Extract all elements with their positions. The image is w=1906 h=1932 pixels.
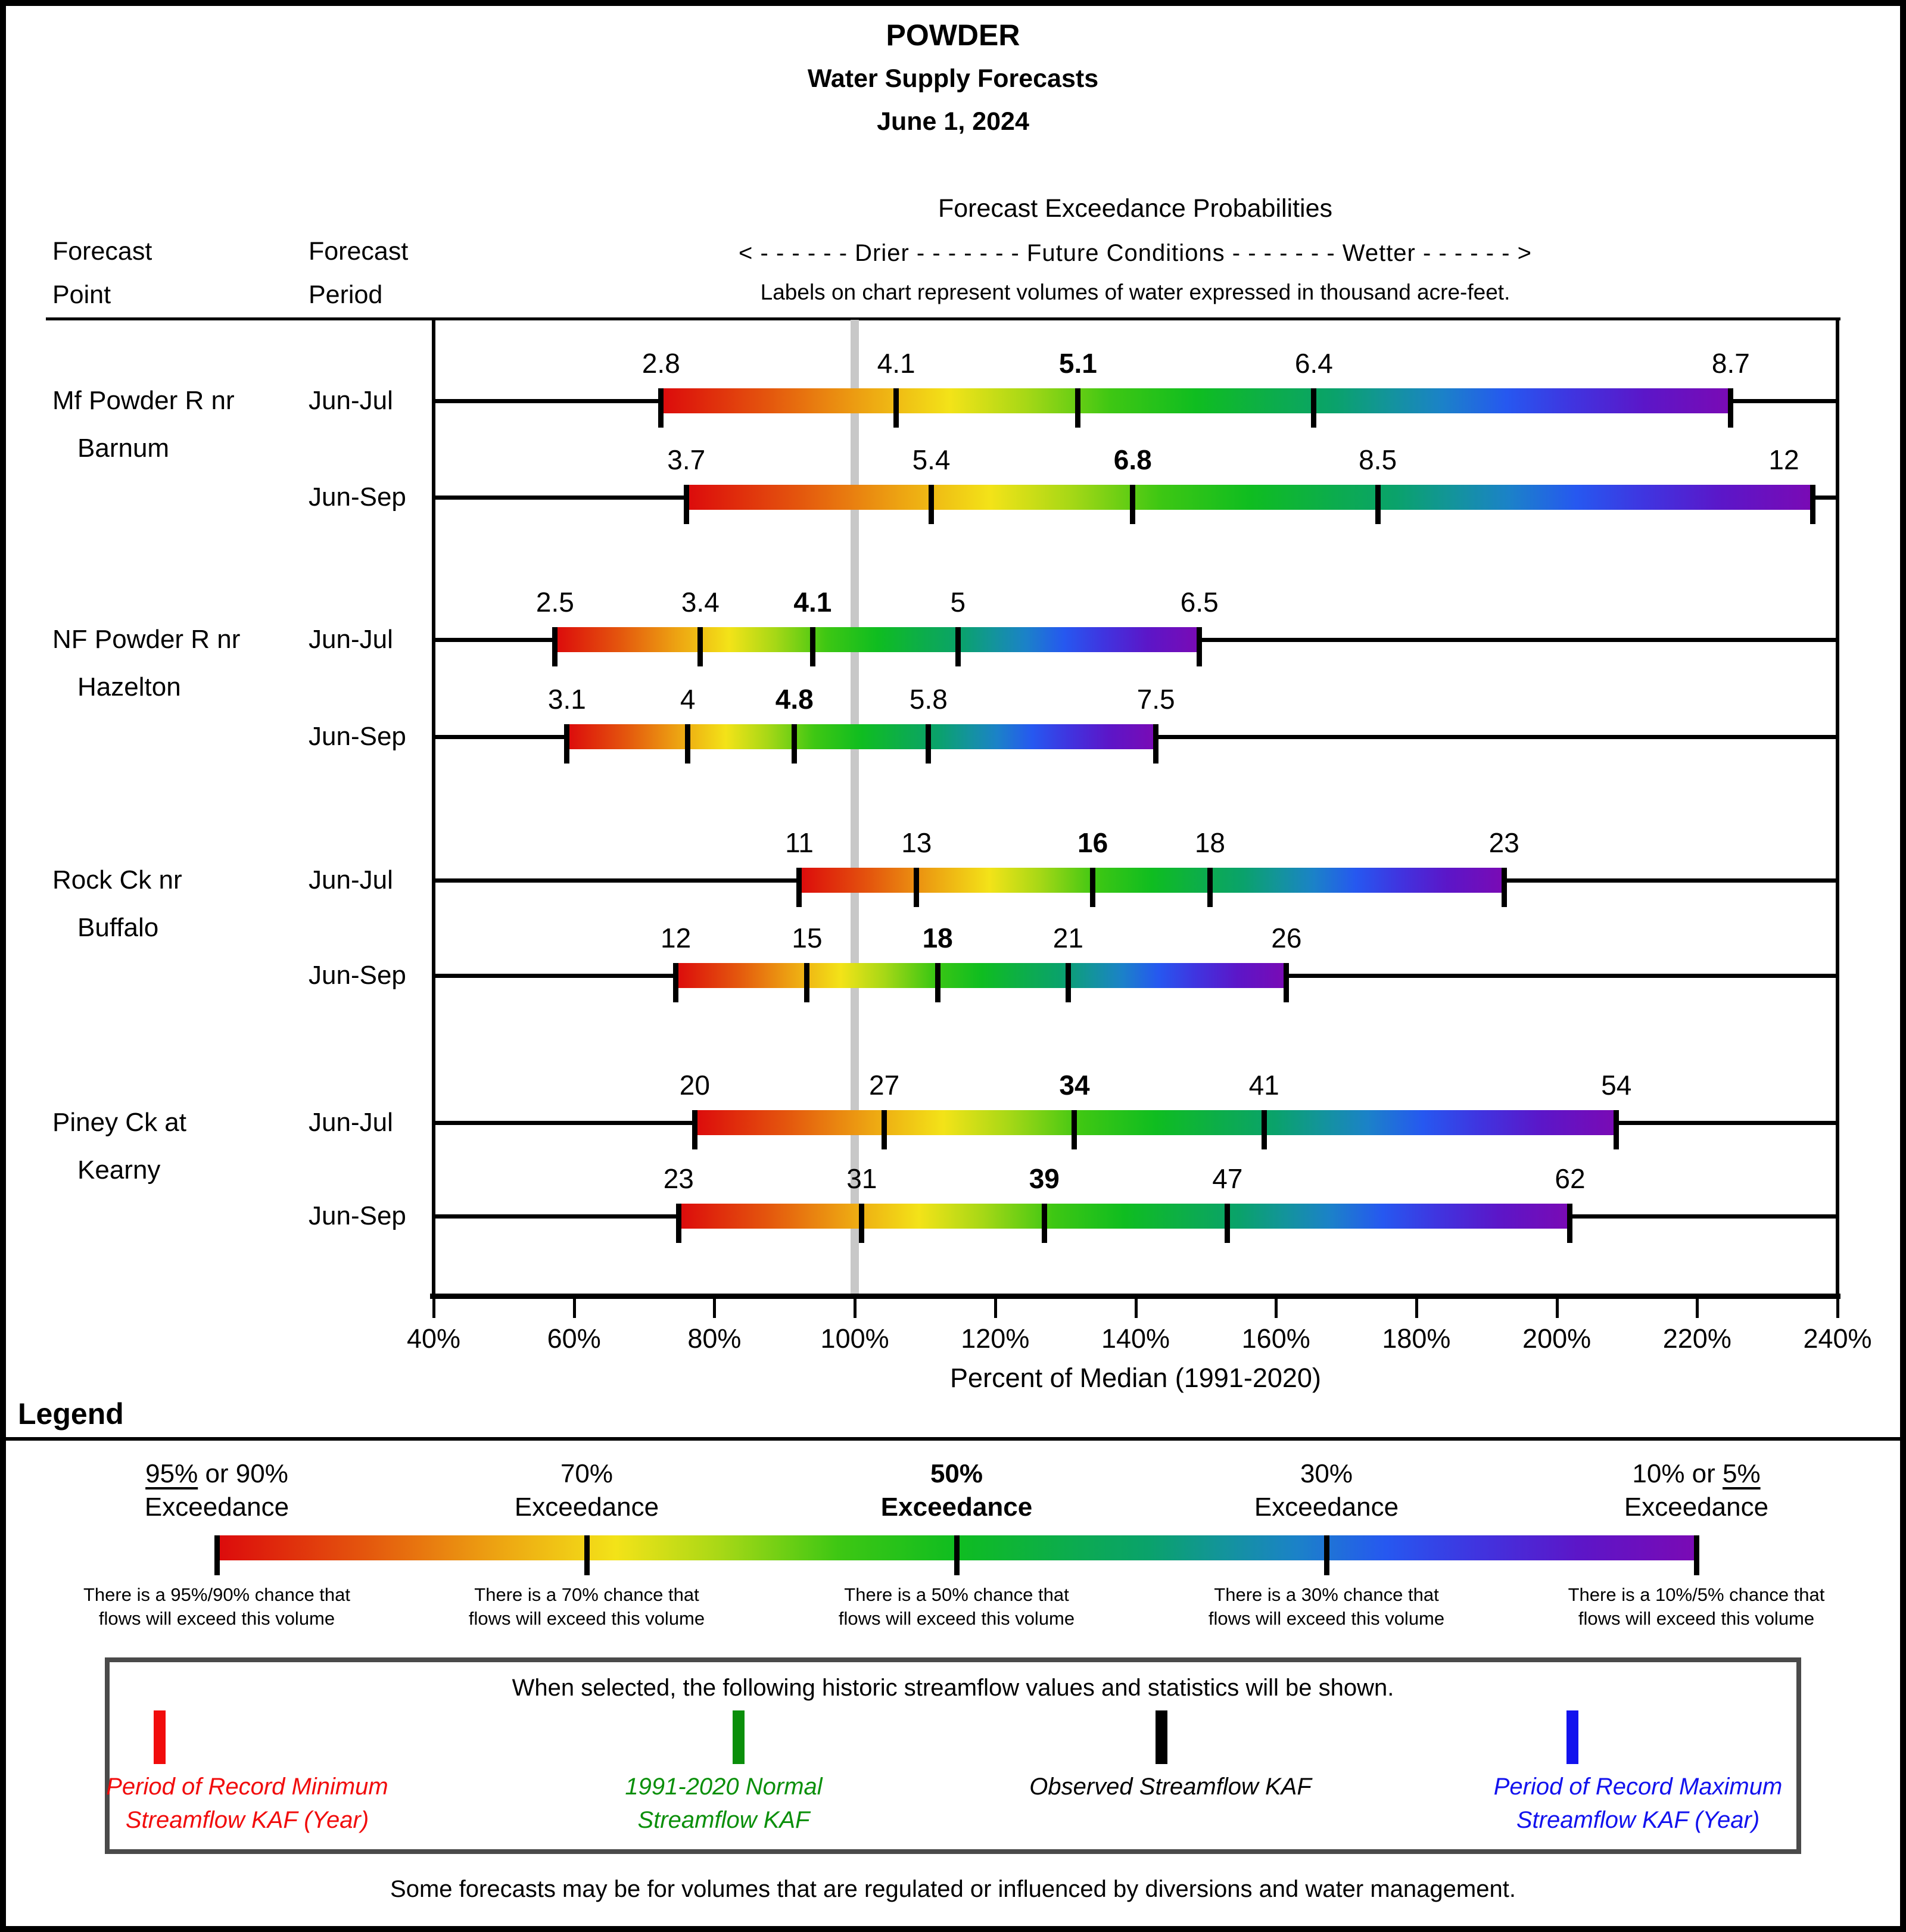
exceedance-tick (1375, 485, 1381, 524)
forecast-value-label: 23 (1488, 827, 1519, 858)
forecast-value-label: 11 (785, 827, 814, 858)
x-axis-tick (854, 1299, 857, 1318)
whisker-left (434, 638, 555, 642)
basin-title: POWDER (886, 18, 1020, 52)
forecast-period-label: Jun-Sep (309, 722, 406, 751)
station-name-line1: Piney Ck at (52, 1108, 186, 1137)
legend-description-line2: flows will exceed this volume (1208, 1608, 1445, 1629)
exceedance-gradient-bar (555, 627, 1200, 652)
exceedance-tick (692, 1110, 697, 1149)
forecast-value-label: 6.8 (1113, 444, 1152, 475)
exceedance-tick (684, 485, 689, 524)
forecast-value-label: 3.1 (547, 684, 586, 715)
legend-description-line1: There is a 30% chance that (1214, 1584, 1439, 1605)
forecast-value-label: 8.7 (1711, 348, 1750, 379)
forecast-value-label: 3.4 (681, 587, 720, 618)
exceedance-tick (1090, 868, 1095, 907)
exceedance-gradient-bar (567, 724, 1156, 749)
forecast-value-label: 4.8 (775, 684, 814, 715)
legend-description-line2: flows will exceed this volume (838, 1608, 1075, 1629)
exceedance-tick (792, 724, 797, 764)
x-axis-tick (713, 1299, 716, 1318)
historic-stat-label-line2: Streamflow KAF (Year) (125, 1807, 369, 1833)
exceedance-tick (935, 963, 940, 1002)
underlined-percent: 5% (1723, 1459, 1761, 1488)
station-name-line1: NF Powder R nr (52, 625, 241, 654)
x-axis-tick (1275, 1299, 1278, 1318)
x-axis-tick-label: 100% (820, 1323, 889, 1354)
whisker-right (1287, 974, 1838, 978)
whisker-left (434, 974, 676, 978)
forecast-value-label: 16 (1077, 827, 1108, 858)
x-axis-line (430, 1294, 1840, 1299)
exceedance-gradient-bar (694, 1110, 1616, 1135)
historic-stat-label-line1: Observed Streamflow KAF (1029, 1774, 1312, 1800)
forecast-value-label: 54 (1601, 1070, 1632, 1101)
forecast-value-label: 3.7 (667, 444, 706, 475)
forecast-value-label: 5 (950, 587, 966, 618)
whisker-left (434, 496, 686, 500)
forecast-value-label: 5.8 (909, 684, 948, 715)
exceedance-gradient-bar (678, 1204, 1570, 1229)
exceedance-tick (926, 724, 931, 764)
exceedance-gradient-bar (661, 388, 1731, 413)
exceedance-tick (685, 724, 690, 764)
forecast-value-label: 20 (679, 1070, 710, 1101)
historic-stat-label-line1: 1991-2020 Normal (625, 1774, 823, 1800)
forecast-period-header-line1: Forecast (309, 237, 409, 266)
forecast-value-label: 13 (901, 827, 932, 858)
station-name-line2: Kearny (77, 1155, 161, 1185)
x-axis-tick (573, 1299, 576, 1318)
legend-exceedance-header-line1 (1506, 1459, 1887, 1489)
forecast-value-label: 62 (1555, 1163, 1586, 1194)
station-name-line2: Hazelton (77, 672, 181, 702)
exceedance-tick (1284, 963, 1289, 1002)
x-axis-tick-label: 160% (1241, 1323, 1310, 1354)
forecast-value-label: 4.1 (793, 587, 832, 618)
drier-wetter-direction-line: < - - - - - - Drier - - - - - - - Future Conditions - - - - - - - Wetter - - - - - - > (739, 240, 1532, 266)
exceedance-tick (796, 868, 802, 907)
legend-description-line2: flows will exceed this volume (468, 1608, 705, 1629)
whisker-left (434, 1214, 678, 1219)
forecast-value-label: 8.5 (1359, 444, 1397, 475)
exceedance-tick (1728, 388, 1733, 428)
whisker-right (1570, 1214, 1838, 1219)
exceedance-tick (1130, 485, 1135, 524)
forecast-value-label: 47 (1212, 1163, 1243, 1194)
exceedance-tick (1153, 724, 1158, 764)
exceedance-tick (1066, 963, 1071, 1002)
legend-bar-tick (584, 1535, 590, 1575)
exceedance-tick (804, 963, 809, 1002)
whisker-left (434, 735, 567, 739)
exceedance-gradient-bar (676, 963, 1287, 988)
legend-heading: Legend (18, 1397, 124, 1431)
forecast-value-label: 18 (1194, 827, 1225, 858)
x-axis-tick (1836, 1299, 1839, 1318)
legend-description-line1: There is a 95%/90% chance that (83, 1584, 351, 1605)
x-axis-tick-label: 240% (1803, 1323, 1872, 1354)
whisker-left (434, 1121, 694, 1125)
forecast-value-label: 2.5 (535, 587, 574, 618)
historic-stat-tick-icon (733, 1710, 745, 1764)
legend-exceedance-header-line1 (1136, 1459, 1517, 1489)
historic-stat-label-line2: Streamflow KAF (Year) (1516, 1807, 1760, 1833)
legend-description-line2: flows will exceed this volume (1578, 1608, 1815, 1629)
legend-separator-line (0, 1437, 1906, 1441)
legend-exceedance-header-line2: Exceedance (880, 1492, 1033, 1522)
exceedance-tick (697, 627, 703, 666)
x-axis-tick-label: 120% (961, 1323, 1030, 1354)
historic-stat-label-line1: Period of Record Minimum (106, 1774, 388, 1800)
forecast-period-label: Jun-Jul (309, 865, 393, 895)
forecast-value-label: 26 (1271, 923, 1302, 953)
legend-exceedance-header-line1 (26, 1459, 407, 1489)
exceedance-tick (1207, 868, 1213, 907)
exceedance-tick (658, 388, 664, 428)
exceedance-tick (673, 963, 678, 1002)
forecast-value-label: 12 (1768, 444, 1799, 475)
median-reference-line (851, 320, 859, 1294)
header-separator-line (46, 317, 1840, 320)
exceedance-tick (1262, 1110, 1267, 1149)
whisker-left (434, 878, 799, 883)
legend-description-line2: flows will exceed this volume (98, 1608, 335, 1629)
forecast-value-label: 39 (1029, 1163, 1060, 1194)
forecast-value-label: 7.5 (1136, 684, 1175, 715)
exceedance-tick (1075, 388, 1080, 428)
exceedance-tick (1072, 1110, 1077, 1149)
exceedance-tick (564, 724, 569, 764)
x-axis-tick-label: 200% (1522, 1323, 1592, 1354)
exceedance-gradient-bar (799, 868, 1504, 893)
forecast-value-label: 4 (680, 684, 696, 715)
x-axis-tick-label: 40% (406, 1323, 461, 1354)
x-axis-tick (1135, 1299, 1138, 1318)
x-axis-tick (1696, 1299, 1699, 1318)
exceedance-tick (1567, 1204, 1572, 1243)
forecast-period-label: Jun-Jul (309, 386, 393, 415)
historic-stat-label-line1: Period of Record Maximum (1493, 1774, 1783, 1800)
legend-exceedance-header-line2: Exceedance (144, 1492, 289, 1522)
whisker-right (1617, 1121, 1838, 1125)
x-axis-tick (1415, 1299, 1418, 1318)
exceedance-tick (1311, 388, 1316, 428)
regulation-footnote: Some forecasts may be for volumes that are regulated or influenced by diversions and water management. (390, 1876, 1516, 1902)
whisker-left (434, 399, 661, 403)
percent-text: or 90% (198, 1459, 288, 1488)
forecast-value-label: 5.1 (1058, 348, 1097, 379)
plot-right-edge-line (1836, 317, 1839, 1298)
exceedance-tick (893, 388, 899, 428)
exceedance-probabilities-title: Forecast Exceedance Probabilities (938, 194, 1333, 223)
x-axis-tick-label: 80% (687, 1323, 742, 1354)
whisker-right (1813, 496, 1838, 500)
plot-left-axis-line (432, 317, 435, 1294)
forecast-value-label: 12 (660, 923, 692, 953)
station-name-line2: Buffalo (77, 913, 159, 942)
legend-exceedance-header-line1 (766, 1459, 1147, 1489)
legend-bar-tick (214, 1535, 220, 1575)
legend-exceedance-header-line2: Exceedance (1624, 1492, 1769, 1522)
forecast-value-label: 4.1 (877, 348, 915, 379)
historic-stat-tick-icon (1566, 1710, 1578, 1764)
forecast-value-label: 23 (663, 1163, 694, 1194)
exceedance-tick (955, 627, 961, 666)
report-subtitle: Water Supply Forecasts (807, 64, 1099, 93)
x-axis-tick (994, 1299, 997, 1318)
whisker-right (1731, 399, 1838, 403)
station-name-line1: Mf Powder R nr (52, 386, 235, 415)
percent-text: 50% (930, 1459, 983, 1488)
forecast-value-label: 18 (922, 923, 953, 953)
forecast-period-label: Jun-Sep (309, 1201, 406, 1230)
forecast-period-label: Jun-Jul (309, 1108, 393, 1137)
exceedance-tick (882, 1110, 887, 1149)
x-axis-tick-label: 60% (547, 1323, 601, 1354)
units-note: Labels on chart represent volumes of water expressed in thousand acre-feet. (760, 280, 1511, 304)
forecast-period-label: Jun-Jul (309, 625, 393, 654)
forecast-value-label: 31 (846, 1163, 877, 1194)
legend-bar-tick (1324, 1535, 1329, 1575)
exceedance-tick (914, 868, 919, 907)
forecast-point-header-line1: Forecast (52, 237, 152, 266)
forecast-value-label: 6.4 (1294, 348, 1333, 379)
exceedance-tick (1042, 1204, 1047, 1243)
x-axis-tick-label: 140% (1101, 1323, 1170, 1354)
historic-stats-box-title: When selected, the following historic streamflow values and statistics will be shown. (512, 1675, 1394, 1701)
historic-stat-label-line2: Streamflow KAF (637, 1807, 810, 1833)
legend-exceedance-header-line1 (396, 1459, 777, 1489)
x-axis-tick-label: 220% (1662, 1323, 1731, 1354)
forecast-period-label: Jun-Sep (309, 961, 406, 990)
whisker-right (1200, 638, 1838, 642)
station-name-line2: Barnum (77, 434, 170, 463)
legend-bar-tick (954, 1535, 960, 1575)
forecast-value-label: 6.5 (1180, 587, 1219, 618)
percent-text: 30% (1300, 1459, 1353, 1488)
forecast-value-label: 5.4 (912, 444, 951, 475)
report-date: June 1, 2024 (877, 107, 1029, 136)
exceedance-tick (1197, 627, 1202, 666)
forecast-value-label: 41 (1248, 1070, 1279, 1101)
station-name-line1: Rock Ck nr (52, 865, 182, 895)
underlined-percent: 95% (145, 1459, 198, 1488)
exceedance-tick (859, 1204, 864, 1243)
forecast-point-header-line2: Point (52, 281, 111, 309)
whisker-right (1156, 735, 1838, 739)
exceedance-tick (552, 627, 558, 666)
exceedance-tick (929, 485, 934, 524)
x-axis-title: Percent of Median (1991-2020) (950, 1363, 1321, 1393)
x-axis-tick-label: 180% (1382, 1323, 1451, 1354)
legend-description-line1: There is a 70% chance that (474, 1584, 699, 1605)
exceedance-tick (1614, 1110, 1619, 1149)
forecast-period-header-line2: Period (309, 281, 383, 309)
exceedance-tick (1225, 1204, 1230, 1243)
exceedance-tick (676, 1204, 681, 1243)
exceedance-tick (810, 627, 815, 666)
forecast-value-label: 34 (1059, 1070, 1090, 1101)
historic-stat-tick-icon (1156, 1710, 1167, 1764)
legend-description-line1: There is a 10%/5% chance that (1568, 1584, 1825, 1605)
exceedance-gradient-bar (686, 485, 1812, 510)
x-axis-tick (1556, 1299, 1559, 1318)
historic-stat-tick-icon (154, 1710, 166, 1764)
legend-description-line1: There is a 50% chance that (844, 1584, 1069, 1605)
legend-exceedance-header-line2: Exceedance (1254, 1492, 1399, 1522)
forecast-period-label: Jun-Sep (309, 482, 406, 512)
forecast-value-label: 21 (1052, 923, 1083, 953)
exceedance-tick (1810, 485, 1815, 524)
legend-exceedance-header-line2: Exceedance (514, 1492, 659, 1522)
exceedance-tick (1502, 868, 1507, 907)
percent-text: 10% or (1632, 1459, 1723, 1488)
percent-text: 70% (560, 1459, 613, 1488)
forecast-value-label: 15 (792, 923, 823, 953)
forecast-value-label: 2.8 (641, 348, 680, 379)
forecast-value-label: 27 (869, 1070, 900, 1101)
legend-bar-tick (1694, 1535, 1699, 1575)
x-axis-tick (432, 1299, 435, 1318)
whisker-right (1504, 878, 1838, 883)
